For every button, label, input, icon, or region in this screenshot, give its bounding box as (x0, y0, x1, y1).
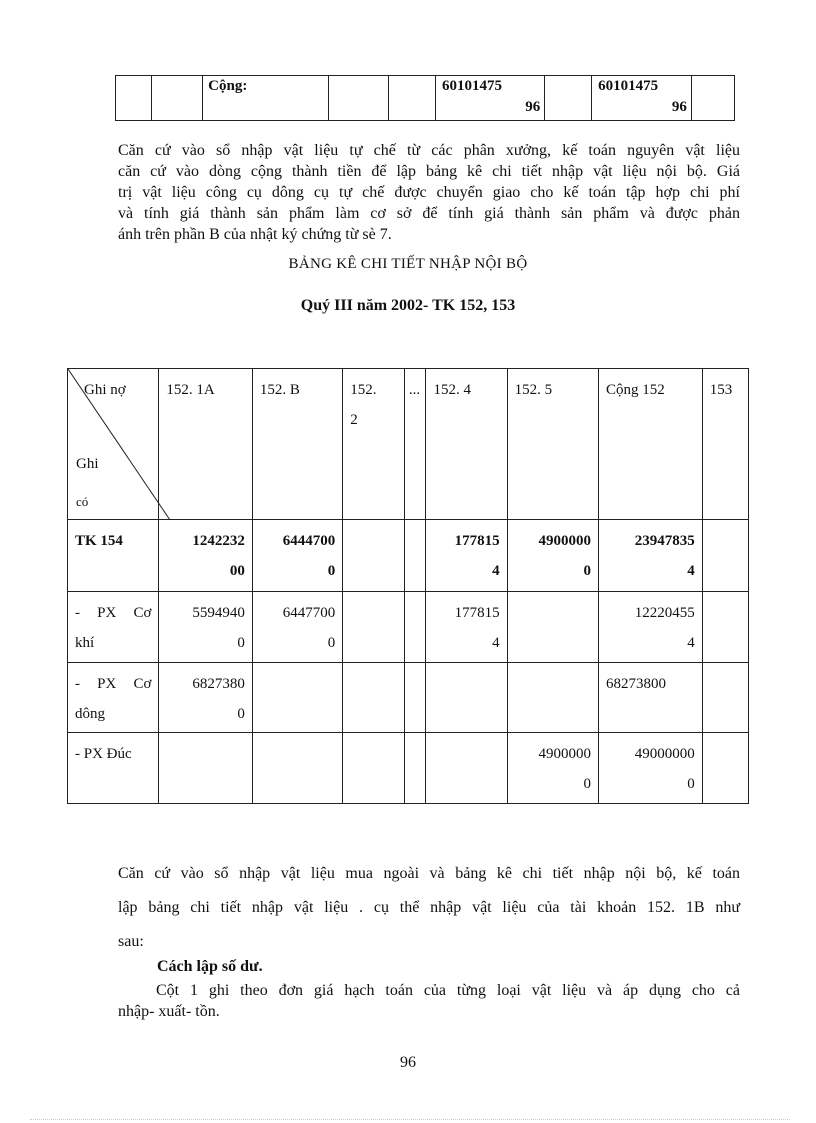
paragraph-2: Căn cứ vào sổ nhập vật liệu mua ngoài và bảng kê chi tiết nhập nội bộ, kế toán lập bảng chi tiết nhập vật liệu . cụ thể nhập vật liệu của tài khoản 152. 1B như sau: (118, 865, 740, 950)
diagonal-header-cell: Ghi nợ Ghi có (68, 369, 159, 520)
col-header: 152. 2 (343, 369, 405, 520)
col-header: 152. 5 (507, 369, 598, 520)
page-number: 96 (400, 1054, 416, 1071)
page-footer-divider (30, 1119, 790, 1120)
summary-table (115, 75, 735, 121)
table-row: - PX Cơ dông 6827380 0 68273800 (68, 663, 749, 733)
table-subtitle: Quý III năm 2002- TK 152, 153 (300, 297, 516, 314)
table-row: TK 154 1242232 00 6444700 0 177815 4 4900000 0 23947835 4 (68, 520, 749, 592)
col-header: 152. B (252, 369, 342, 520)
summary-value-1: 60101475 96 (435, 76, 544, 121)
col-header: 152. 4 (426, 369, 507, 520)
table-row: - PX Cơ khí 5594940 0 6447700 0 177815 4 12220455 4 (68, 592, 749, 663)
summary-value-2: 60101475 96 (592, 76, 692, 121)
paragraph-3: Cột 1 ghi theo đơn giá hạch toán của từng loại vật liệu và áp dụng cho cả nhập- xuất- tồn. (118, 982, 740, 1020)
internal-receipt-table (67, 368, 749, 804)
table-row: - PX Đúc 4900000 0 49000000 0 (68, 733, 749, 804)
table-title: BẢNG KÊ CHI TIẾT NHẬP NỘI BỘ (288, 256, 528, 272)
section-heading: Cách lập số dư. (157, 958, 263, 975)
table-header-row (68, 369, 749, 520)
col-header: 152. 1A (159, 369, 252, 520)
summary-label: Cộng: (203, 76, 329, 121)
col-header: Cộng 152 (598, 369, 702, 520)
paragraph-1: Căn cứ vào sổ nhập vật liệu tự chế từ các phân xưởng, kế toán nguyên vật liệu căn cứ vào dòng cộng thành tiền để lập bảng kê chi tiết nhập vật liệu nội bộ. Giá trị vật liệu công cụ dông cụ tự chế được chuyển giao cho kế toán tập hợp chi phí và tính giá thành sản phẩm làm cơ sở để tính giá thành sản phẩm và được phản ánh trên phần B của nhật ký chứng từ sè 7. (118, 142, 740, 243)
col-header: 153 (702, 369, 748, 520)
col-header: ... (404, 369, 426, 520)
